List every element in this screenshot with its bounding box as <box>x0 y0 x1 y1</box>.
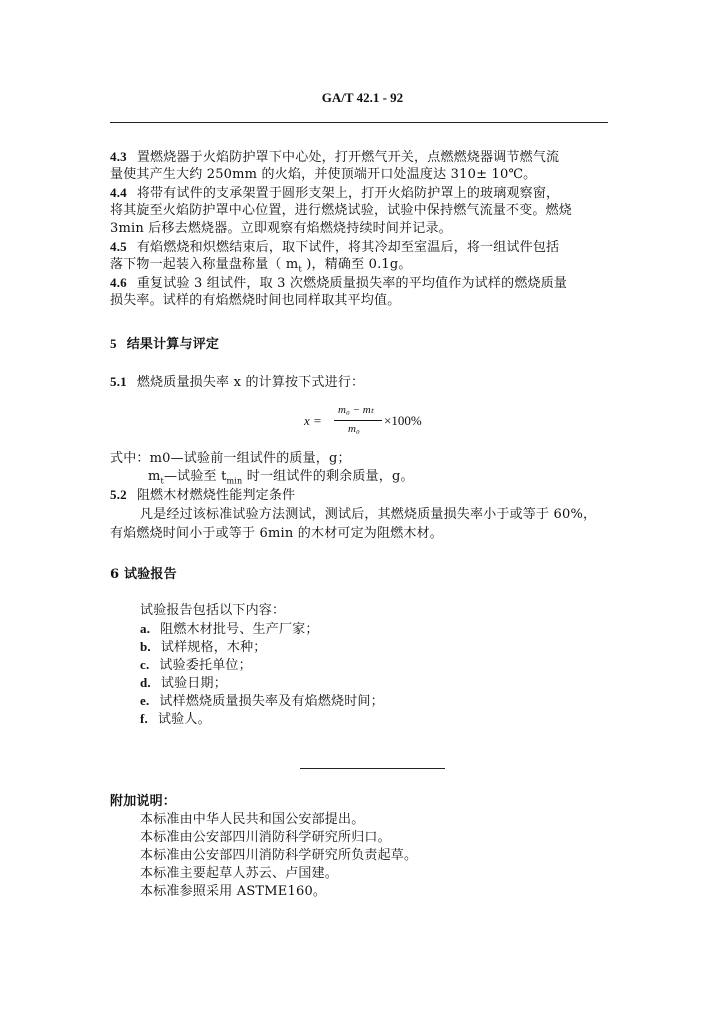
clause-text: 落下物一起装入称量盘称量（ m <box>110 257 299 272</box>
item-text: 阻燃木材批号、生产厂家； <box>160 622 319 637</box>
symbol: m <box>148 469 161 484</box>
item-mark: c. <box>140 657 150 672</box>
item-mark: d. <box>140 675 151 690</box>
formula-denominator: m₀ <box>348 423 360 435</box>
section-6-heading: 6 试验报告 <box>110 567 177 582</box>
report-item-b <box>140 638 267 657</box>
clause-text: 重复试验 3 组试件，取 3 次燃烧质量损失率的平均值作为试样的燃烧质量 <box>136 276 568 291</box>
item-mark: e. <box>140 693 150 708</box>
definition-text: —试验至 t <box>163 469 227 484</box>
clause-number: 4.3 <box>110 149 127 164</box>
subscript: min <box>226 476 243 486</box>
clause-4-4-line-3: 3min 后移去燃烧器。立即观察有焰燃烧持续时间并记录。 <box>110 221 452 236</box>
section-title: 结果计算与评定 <box>126 337 220 352</box>
fraction-bar <box>334 420 382 421</box>
appendix-line: 本标准由公安部四川消防科学研究所负责起草。 <box>140 848 418 863</box>
clause-text: 有焰燃烧和炽燃结束后，取下试件，将其冷却至室温后，将一组试件包括 <box>136 240 560 255</box>
header-divider <box>110 122 608 123</box>
formula-lhs: x = <box>304 413 322 428</box>
item-mark: b. <box>140 639 151 654</box>
clause-number: 5.2 <box>110 487 127 502</box>
item-mark: f. <box>140 711 148 726</box>
subscript: t <box>160 476 164 486</box>
subscript: t <box>298 264 302 274</box>
appendix-line: 本标准由中华人民共和国公安部提出。 <box>140 812 365 827</box>
mass-loss-formula <box>304 403 444 443</box>
appendix-line: 本标准由公安部四川消防科学研究所归口。 <box>140 830 391 845</box>
clause-4-3-line-1 <box>110 148 559 167</box>
clause-text: 燃烧质量损失率 x 的计算按下式进行： <box>136 375 365 390</box>
standard-code-header: GA/T 42.1 - 92 <box>321 90 404 105</box>
clause-4-4-line-2: 将其旋至火焰防护罩中心位置，进行燃烧试验，试验中保持燃气流量不变。燃烧 <box>110 203 573 218</box>
clause-text: )，精确至 0.1g。 <box>301 257 412 272</box>
report-item-f <box>140 710 211 729</box>
clause-4-3-line-2: 量使其产生大约 250mm 的火焰，并使顶端开口处温度达 310± 10℃。 <box>110 167 537 182</box>
section-number: 5 <box>110 336 117 351</box>
report-item-c <box>140 656 252 675</box>
clause-4-6-line-2: 损失率。试样的有焰燃烧时间也同样取其平均值。 <box>110 293 401 308</box>
item-text: 试样燃烧质量损失率及有焰燃烧时间； <box>159 694 384 709</box>
item-mark: a. <box>140 621 151 636</box>
section-5-heading <box>110 335 219 354</box>
clause-number: 5.1 <box>110 374 127 389</box>
clause-5-2-line-1: 凡是经过该标准试验方法测试，测试后，其燃烧质量损失率小于或等于 60%， <box>140 507 597 522</box>
report-item-e <box>140 692 384 711</box>
appendix-line: 本标准参照采用 ASTME160。 <box>140 884 327 899</box>
clause-text: 将带有试件的支承架置于圆形支架上，打开火焰防护罩上的玻璃观察窗， <box>136 186 560 201</box>
clause-text: 阻燃木材燃烧性能判定条件 <box>136 488 296 503</box>
clause-number: 4.4 <box>110 185 127 200</box>
clause-5-2-title <box>110 486 295 505</box>
end-divider <box>300 768 445 769</box>
item-text: 试验人。 <box>157 712 211 727</box>
clause-5-1 <box>110 373 364 392</box>
formula-where-line-1: 式中：m0—试验前一组试件的质量，g； <box>110 451 351 466</box>
appendix-line: 本标准主要起草人苏云、卢国建。 <box>140 866 339 881</box>
clause-5-2-line-2: 有焰燃烧时间小于或等于 6min 的木材可定为阻燃木材。 <box>110 526 443 541</box>
report-item-d <box>140 674 227 693</box>
appendix-heading: 附加说明： <box>110 794 177 809</box>
definition-text: 时一组试件的剩余质量，g。 <box>242 469 414 484</box>
item-text: 试样规格，木种； <box>160 640 267 655</box>
formula-factor: ×100% <box>384 413 422 428</box>
clause-text: 置燃烧器于火焰防护罩下中心处，打开燃气开关，点燃燃烧器调节燃气流 <box>136 150 560 165</box>
clause-number: 4.5 <box>110 239 127 254</box>
report-intro: 试验报告包括以下内容： <box>140 603 286 618</box>
clause-4-6-line-1 <box>110 274 567 293</box>
clause-number: 4.6 <box>110 275 127 290</box>
item-text: 试验日期； <box>160 676 227 691</box>
clause-4-5-line-1 <box>110 238 559 257</box>
clause-4-4-line-1 <box>110 184 559 203</box>
item-text: 试验委托单位； <box>159 658 252 673</box>
formula-numerator: m₀ − mₜ <box>338 404 374 416</box>
report-item-a <box>140 620 319 639</box>
